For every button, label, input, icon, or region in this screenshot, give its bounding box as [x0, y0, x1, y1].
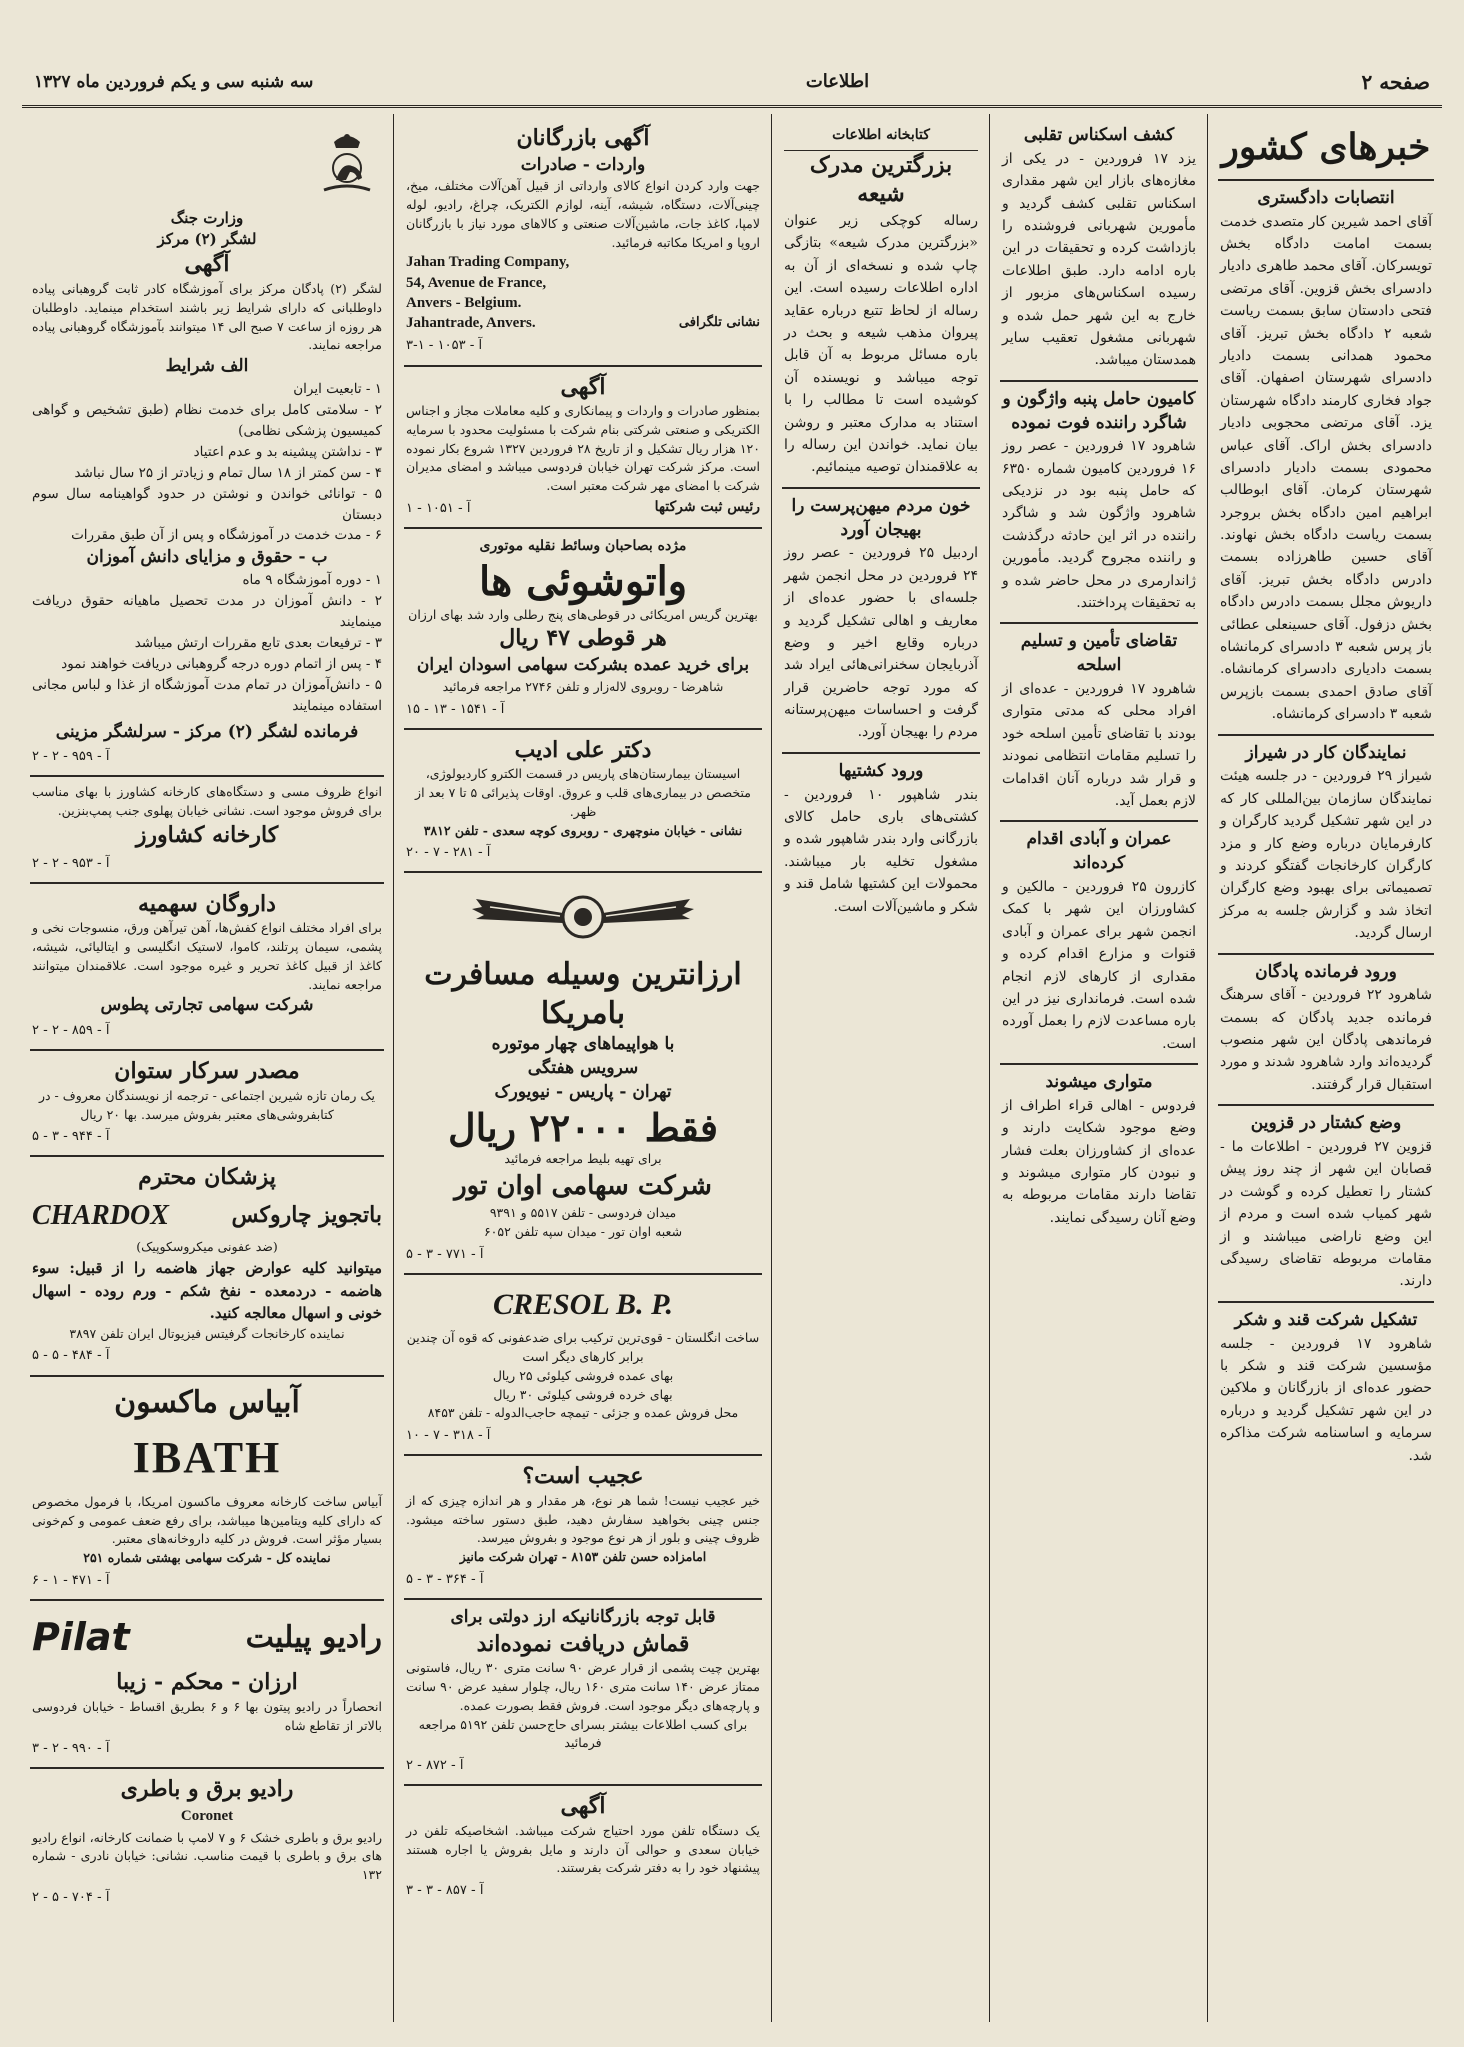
list-item: ۴ - پس از اتمام دوره درجه گروهبانی دریافت خواهند نمود: [61, 655, 382, 672]
ad-title: مصدر سرکار ستوان: [114, 1058, 300, 1085]
ad-address: محل فروش عمده و جزئی - تیمچه حاجب‌الدوله - تلفن ۸۴۵۳: [427, 1405, 739, 1421]
ad-service: سرویس هفتگی: [527, 1058, 639, 1079]
ad-subtitle: مژده بصاحبان وسائط نقلیه موتوری: [479, 538, 687, 555]
ad-airline: [404, 873, 762, 1274]
list-item: ۲ - سلامتی کامل برای خدمت نظام (طبق تشخیص و گواهی کمیسیون پزشکی نظامی): [32, 401, 382, 439]
lion-and-sun-emblem-icon: [312, 128, 382, 198]
ad-brand: CRESOL B. P.: [492, 1287, 674, 1321]
conditions-title: الف شرایط: [165, 356, 249, 377]
ad-address: امامزاده حسن تلفن ۸۱۵۳ - تهران شرکت مانیز: [459, 1549, 707, 1565]
ad-ref: آ - ۱۰۵۱ - ۱: [406, 500, 471, 516]
ad-body: ساخت انگلستان - قوی‌ترین ترکیب برای ضدعفونی که قوه آن چندین برابر کارهای دیگر است: [406, 1330, 760, 1365]
ad-brand-row: [32, 1193, 382, 1238]
ad-ref: آ - ۹۴۴ - ۳ - ۵: [32, 1129, 110, 1145]
news-item: [782, 754, 980, 926]
ad-address: [406, 252, 569, 333]
ad-army-recruit: [30, 118, 384, 777]
news-item: [782, 489, 980, 754]
ad-price: فقط ۲۲۰۰۰ ریال: [447, 1104, 719, 1150]
ad-address: شعبه اوان تور - میدان سپه تلفن ۶۰۵۲: [483, 1224, 683, 1240]
ad-ref: آ - ۸۵۹ - ۲ - ۲: [32, 1023, 110, 1039]
page-number: صفحه ۲: [1361, 69, 1430, 94]
ad-ref: آ - ۸۷۲ - ۲: [406, 1758, 464, 1774]
ad-address: نماینده کل - شرکت سهامی بهشتی شماره ۲۵۱: [83, 1550, 331, 1566]
ad-price: بهای خرده فروشی کیلوئی ۳۰ ریال: [493, 1386, 673, 1402]
news-body: فردوس - اهالی قراء اطراف از وضع موجود شکایت دارند و عده‌ای از کشاورزان بعلت فشار و نبودن کار متواری میشوند و تقاضا دارند مقامات مربوطه به وضع آنان رسیدگی نمایند.: [1002, 1097, 1196, 1226]
ad-subtitle: واردات - صادرات: [520, 154, 646, 175]
ad-body: بمنظور صادرات و واردات و پیمانکاری و کلیه معاملات مجاز و اجناس الکتریکی و صنعتی شرکتی بنام شرکت با مسئولیت محدود با سرمایه ۱۲۰ هزار ریال تشکیل و از تاریخ ۲۸ فروردین ۱۳۲۷ شروع بکار نموده است. مرکز شرکت تهران خیابان فردوسی میباشد و امضای مدیران شرکت با امضای مهر شرکت معتبر است.: [406, 403, 760, 494]
news-item: [1218, 955, 1434, 1107]
ad-body: انحصاراً در رادیو پیتون بها ۶ و ۶ بطریق اقساط - خیابان فردوسی بالاتر از تقاطع شاه: [32, 1699, 382, 1733]
list-item: ۳ - نداشتن پیشینه بد و عدم اعتیاد: [193, 443, 382, 460]
list-item: ۵ - دانش‌آموزان در تمام مدت آموزشگاه از غذا و لباس مجانی استفاده مینمایند: [32, 676, 382, 714]
ad-title: عجیب است؟: [522, 1463, 644, 1490]
ad-route: تهران - پاریس - نیویورک: [494, 1082, 672, 1103]
news-body: کازرون ۲۵ فروردین - مالکین و کشاورزان این شهر با کمک انجمن شهر برای عمران و آبادی قنوات و مزارع اقدام کرده و مقداری از کارهای لازم انجام شده است. فرمانداری نیز در این باره مساعدت لازم را بعمل آورده است.: [1002, 878, 1196, 1052]
ad-title: داروگان سهمیه: [138, 890, 276, 917]
column-rule: [989, 114, 990, 2022]
ad-title: رادیو پیلیت: [245, 1620, 382, 1656]
news-headline: نمایندگان کار در شیراز: [1245, 742, 1407, 763]
list-item: ۴ - سن کمتر از ۱۸ سال تمام و زیادتر از ۲۵ سال نباشد: [74, 464, 382, 481]
ad-body: اسیستان بیمارستان‌های پاریس در قسمت الکترو کاردیولوژی، متخصص در بیماری‌های قلب و عروق. اوقات پذیرائی ۵ تا ۷ بعد از ظهر.: [415, 766, 751, 819]
ad-ref: آ - ۱۵۴۱ - ۱۳ - ۱۵: [406, 701, 505, 717]
news-headline: خون مردم میهن‌پرست را بهیجان آورد: [791, 495, 971, 540]
news-item: [1000, 822, 1198, 1065]
news-item: [1218, 1303, 1434, 1475]
ad-address: شاهرضا - روبروی لاله‌زار و تلفن ۲۷۴۶ مراجعه فرمائید: [442, 678, 724, 694]
ad-grease: [404, 529, 762, 730]
section-national-news: [1218, 118, 1434, 181]
ad-body: آبیاس ساخت کارخانه معروف ماکسون امریکا، با فرمول مخصوص که دارای کلیه ویتامین‌ها میباشد، برای رفع ضعف عمومی و کم‌خونی بسیار مؤثر است. فروش در کلیه داروخانه‌های معتبر.: [32, 1493, 382, 1547]
news-body: بندر شاهپور ۱۰ فروردین - کشتی‌های باری حامل کالای بازرگانی وارد بندر شاهپور شده و مشغول تخلیه بار میباشند. محمولات این کشتیها شامل قند و شکر و ماشین‌آلات است.: [784, 786, 979, 915]
ad-address: برای کسب اطلاعات بیشتر بسرای حاج‌حسن تلفن ۵۱۹۲ مراجعه فرمائید: [418, 1716, 748, 1751]
news-item: [1000, 118, 1198, 382]
news-item: [1000, 624, 1198, 822]
ad-subtitle: ارزان - محکم - زیبا: [116, 1669, 298, 1696]
list-item: ۱ - تابعیت ایران: [293, 380, 382, 397]
ad-body: جهت وارد کردن انواع کالای وارداتی از قبیل آهن‌آلات مختلف، میخ، چینی‌آلات، دستگاه، شیشه، آینه، لوازم الکتریک، چراغ، رادیو، لوله لامپا، کاغذ جات، ماشین‌آلات صنعتی و کالاهای مورد نیاز با بازرگانان اروپا و امریکا مکاتبه فرمائید.: [406, 178, 760, 250]
ad-body: یک دستگاه تلفن مورد احتیاج شرکت میباشد. اشخاصیکه تلفن در خیابان سعدی و حوالی آن دارند و مایل بفروش یا اجاره هستند پیشنهاد خود را به دفتر شرکت بفرستند.: [406, 1822, 760, 1876]
ad-body: بهترین چیت پشمی از قرار عرض ۹۰ سانت متری ۳۰ ریال، فاستونی ممتاز عرض ۱۴۰ سانت متری ۱۶۰ ریال، چلوار سفید عرض ۹۰ سانت و پارچه‌های دیگر موجود است. فروش فقط بصورت عمده.: [406, 1660, 760, 1713]
ad-brand-row: [32, 1607, 382, 1669]
ad-ref: آ - ۷۰۴ - ۵ - ۲: [32, 1889, 110, 1905]
news-body: شاهرود ۱۷ فروردین - جلسه مؤسسین شرکت قند و شکر با حضور عده‌ای از بازرگانان و ملاکین در این شهر تشکیل گردید و درباره سرمایه و اساسنامه شرکت مذاکره شد.: [1220, 1335, 1432, 1464]
address-line: 54, Avenue de France,: [406, 274, 547, 291]
ad-body: یک رمان تازه شیرین اجتماعی - ترجمه از نویسندگان معروف - در کتابفروشی‌های معتبر بفروش میرسد. بها ۲۰ ریال: [38, 1087, 376, 1122]
rights-title: ب - حقوق و مزایای دانش آموزان: [86, 547, 328, 568]
news-headline: بزرگترین مدرک شیعه: [809, 151, 953, 208]
newspaper-page: [22, 18, 1442, 2030]
column-rule: [771, 114, 772, 2022]
ad-body: برای افراد مختلف انواع کفش‌ها، آهن تیرآهن ورق، منسوجات نخی و پشمی، سیمان پرتلند، کاموا، لاستیک انگلیسی و ایتالیائی، شیشه، کاغذ از قبیل کاغذ تحریر و غیره موجود است. علاقمندان میتوانند مراجعه نمایند.: [32, 920, 382, 992]
telegram-address: Jahantrade, Anvers.: [406, 315, 536, 332]
list-item: ۵ - توانائی خواندن و نوشتن در حدود گواهینامه سال سوم دبستان: [32, 485, 382, 523]
ad-subtitle: با هواپیماهای چهار موتوره: [491, 1034, 675, 1055]
ad-brand: IBATH: [132, 1432, 282, 1482]
ad-fabric: [404, 1600, 762, 1786]
library-header: کتابخانه اطلاعات: [784, 124, 978, 151]
telegram-label: نشانی تلگرافی: [678, 315, 760, 331]
news-body: شیراز ۲۹ فروردین - در جلسه هیئت نمایندگان سازمان بین‌المللی کار که در این شهر تشکیل گردید کارگران و کارفرمایان درباره وضع کار و مزد کارگران کارخانجات گفتگو کردند و تصمیماتی برای بهبود وضع کارگران اتخاذ شد و گزارش جلسه به مرکز ارسال گردید.: [1220, 768, 1432, 942]
ad-chardox: [30, 1157, 384, 1376]
ad-title: کارخانه کشاورز: [135, 821, 279, 848]
news-body: شاهرود ۱۷ فروردین - عصر روز ۱۶ فروردین کامیون شماره ۶۳۵۰ که حامل پنبه بود در نزدیکی شاهرود واژگون شد و شاگرد راننده در اثر این حادثه درگذشت و راننده مجروح گردید. مأمورین ژاندارمری در محل حاضر شده و به تحقیقات پرداختند.: [1002, 438, 1196, 612]
news-headline: ورود کشتیها: [838, 760, 924, 781]
ad-ref: آ - ۸۵۷ - ۳ - ۳: [406, 1883, 484, 1899]
ad-title: آگهی: [560, 373, 606, 400]
masthead: [22, 58, 1442, 108]
ad-ibath: [30, 1377, 384, 1601]
ad-doctor: [404, 730, 762, 874]
ad-ref: آ - ۱۰۵۳ - ۱-۳: [406, 338, 483, 354]
ad-coronet-radio: [30, 1769, 384, 1916]
ad-ref: آ - ۳۱۸ - ۷ - ۱۰: [406, 1428, 491, 1444]
news-headline: تقاضای تأمین و تسلیم اسلحه: [1020, 631, 1178, 676]
conditions-list: [32, 379, 382, 546]
ad-ref: آ - ۹۹۰ - ۲ - ۳: [32, 1740, 110, 1756]
ad-subtitle: قماش دریافت نموده‌اند: [476, 1630, 690, 1657]
ad-ref: آ - ۴۸۴ - ۵ - ۵: [32, 1348, 110, 1364]
ad-ref: آ - ۷۷۱ - ۳ - ۵: [406, 1246, 484, 1262]
army-org: وزارت جنگ: [170, 209, 244, 228]
ad-address: میدان فردوسی - تلفن ۵۵۱۷ و ۹۳۹۱: [489, 1205, 677, 1221]
news-headline: تشکیل شرکت قند و شکر: [1234, 1309, 1418, 1330]
ad-brand-fa: باتجویز چاروکس: [231, 1201, 382, 1228]
paper-name: اطلاعات: [805, 71, 870, 92]
ad-keshavarz: [30, 777, 384, 883]
ad-address: نماینده کارخانجات گرفیتس فیزیوتال ایران تلفن ۳۸۹۷: [69, 1325, 345, 1341]
ad-novel: [30, 1051, 384, 1157]
ad-body: خیر عجیب نیست! شما هر نوع، هر مقدار و هر اندازه چیزی که از جنس چینی بخواهید سفارش دهید، طبق دستور ساخته میشود. ظروف چینی و بلور از هر نوع موجود و بفروش میرسد.: [406, 1492, 760, 1546]
column-news-3: [774, 114, 988, 2022]
column-rule: [1207, 114, 1208, 2022]
ad-title: دکتر علی ادیب: [514, 736, 652, 763]
airline-wings-logo: [468, 885, 698, 949]
news-headline: متواری میشوند: [1045, 1072, 1153, 1093]
ad-notice: [404, 367, 762, 529]
ad-brand: CHARDOX: [32, 1200, 169, 1232]
ad-title: رادیو برق و باطری: [120, 1775, 294, 1802]
ad-body: لشگر (۲) پادگان مرکز برای آموزشگاه کادر ثابت گروهبانی پیاده داوطلبانی که دارای شرایط زیر باشند استخدام مینماید. داوطلبان هر روزه از ساعت ۷ صبح الی ۱۴ میتوانند بآموزشگاه گروهبانی پیاده مراجعه نمایند.: [32, 281, 382, 353]
news-body: قزوین ۲۷ فروردین - اطلاعات ما - قصابان این شهر از چند روز پیش کشتار را تعطیل کرده و گوشت در شهر کمیاب شده است و مردم از این وضع ناراضی میباشند و از مقامات مربوطه تقاضای رسیدگی دارند.: [1220, 1139, 1432, 1290]
news-item: [1218, 1106, 1434, 1303]
news-body: اردبیل ۲۵ فروردین - عصر روز ۲۴ فروردین در محل انجمن شهر جلسه‌ای با حضور عده‌ای از معاریف و اهالی تشکیل گردید و درباره وقایع اخیر و وضع آذربایجان سخنرانی‌هائی ایراد شد که مورد توجه حاضرین قرار گرفت و احساسات میهن‌پرستانه مردم را بهیجان آورد.: [784, 545, 978, 741]
company-name: Jahan Trading Company,: [406, 254, 570, 271]
list-item: ۶ - مدت خدمت در آموزشگاه و پس از آن طبق مقررات: [71, 527, 382, 544]
news-headline: عمران و آبادی اقدام کرده‌اند: [1026, 829, 1172, 874]
ad-company: شرکت سهامی تجارتی پطوس: [100, 995, 314, 1016]
column-national-news: [1210, 114, 1442, 2022]
news-headline: انتصابات دادگستری: [1257, 187, 1395, 208]
list-item: ۱ - دوره آموزشگاه ۹ ماه: [242, 572, 382, 589]
ad-buy: برای خرید عمده بشرکت سهامی اسودان ایران: [416, 655, 750, 676]
ad-title: آبیاس ماکسون: [114, 1384, 300, 1420]
ad-footer: [406, 496, 760, 519]
news-body: شاهرود ۱۷ فروردین - عده‌ای از افراد محلی که مدتی متواری بودند با تقاضای تأمین اسلحه خود را تسلیم مقامات انتظامی نمودند و قرار شد درباره آنان اقدامات لازم بعمل آید.: [1002, 681, 1196, 809]
column-rule: [393, 114, 394, 2022]
news-item: [1000, 382, 1198, 625]
address-line: Anvers - Belgium.: [406, 294, 522, 311]
ad-ref: آ - ۴۷۱ - ۱ - ۶: [32, 1572, 110, 1588]
news-body: یزد ۱۷ فروردین - در یکی از مغازه‌های بازار این شهر مقداری اسکناس تقلبی کشف گردید و مأمورین شهربانی فروشنده را بازداشت کرده و تحقیقات در این باره ادامه دارد. طبق اطلاعات رسیده اسکناس‌های مزبور از خارج به این شهر حمل شده و شهربانی مشغول تعقیب سایر همدستان میباشد.: [1002, 150, 1197, 369]
ad-body: بهترین گریس امریکائی در قوطی‌های پنج رطلی وارد شد بهای ارزان: [408, 606, 758, 622]
ad-company: شرکت سهامی اوان تور: [454, 1171, 712, 1202]
list-item: ۳ - ترفیعات بعدی تابع مقررات ارتش میباشد: [134, 634, 382, 651]
ad-ref: آ - ۹۵۳ - ۲ - ۲: [32, 855, 110, 871]
ad-brand: Coronet: [180, 1808, 234, 1825]
ad-trading: [404, 118, 762, 367]
news-item: [1000, 1065, 1198, 1237]
ad-title: واتوشوئی ها: [478, 557, 688, 605]
news-headline: وضع کشتار در قزوین: [1250, 1113, 1402, 1134]
column-news-2: [992, 114, 1206, 2022]
news-item: [1218, 181, 1434, 736]
ad-pilat-radio: [30, 1601, 384, 1769]
ad-ref: آ - ۲۸۱ - ۷ - ۲۰: [406, 845, 491, 861]
ad-signature: رئیس ثبت شرکتها: [654, 498, 760, 515]
list-item: ۲ - دانش آموزان در مدت تحصیل ماهیانه حقوق دریافت مینمایند: [32, 593, 382, 630]
ad-title: آگهی: [560, 1793, 606, 1820]
ad-body: رادیو برق و باطری خشک ۶ و ۷ لامپ با ضمانت کارخانه، انواع رادیو های برق و باطری با قیمت مناسب. نشانی: خیابان نادری - شماره ۱۳۲: [32, 1829, 383, 1883]
ad-body: میتوانید کلیه عوارض جهاز هاضمه را از قبیل: سوء هاضمه - دردمعده - نفخ شکم - ورم روده - اسهال خونی و اسهال معالجه کنید.: [32, 1259, 382, 1323]
ad-address-row: [406, 252, 760, 333]
ad-subtitle: (ضد عفونی میکروسکوپیک): [136, 1239, 278, 1255]
ad-ref: آ - ۳۶۴ - ۳ - ۵: [406, 1571, 484, 1587]
section-title: خبرهای کشور: [1221, 126, 1431, 168]
ad-address: نشانی - خیابان منوچهری - روبروی کوچه سعدی - تلفن ۳۸۱۲: [423, 822, 743, 838]
army-unit: لشگر (۲) مرکز: [157, 230, 257, 249]
ad-phone: [404, 1786, 762, 1909]
column-ads: [396, 114, 770, 2022]
ad-cresol: [404, 1275, 762, 1456]
issue-date: سه شنبه سی و یکم فروردین ماه ۱۳۲۷: [34, 71, 314, 92]
news-body: آقای احمد شیرین کار متصدی خدمت بسمت امامت دادگاه بخش تویسرکان. آقای محمد طاهری دادیار دادسرای بخش قزوین. آقای مرتضی فتحی دادستان سابق بسمت ریاست شعبه ۲ دادگاه بخش تبریز. آقای محمود همدانی بسمت دادیار دادسرای شهرستان اصفهان. آقای جواد فخاری کارمند دادگاه شهرستان یزد. آقای مرتضی محجوبی دادیار دادسرای بخش اراک. آقای عباس محمودی بسمت دادیار دادسرای شهرستان کرمان. آقای ابوطالب ابراهیم امین دادگاه بخش بروجرد بسمت ریاست دادگاه بخش نهاوند. آقای حسین طاهرزاده بسمت دادرس دادگاه بخش تبریز. آقای داریوش مجلل بسمت دادرس دادگاه بخش دزفول. آقای حسینعلی عطائی باز پرس شعبه ۳ دادسرای کرمانشاه بسمت دادیاری دادسرای کرمانشاه. آقای صادق احمدی بسمت بازپرس شعبه ۳ دادسرای کرمانشاه.: [1220, 213, 1433, 723]
ad-title: ارزانترین وسیله مسافرت بامریکا: [424, 957, 742, 1032]
column-left-ads: [22, 114, 392, 2022]
ad-sahmieh: [30, 884, 384, 1052]
ad-price: هر قوطی ۴۷ ریال: [499, 625, 667, 652]
ad-booking: برای تهیه بلیط مراجعه فرمائید: [504, 1151, 662, 1167]
ad-title: آگهی: [184, 251, 230, 278]
news-item: [1218, 736, 1434, 955]
ad-title: قابل توجه بازرگانانیکه ارز دولتی برای: [450, 1606, 716, 1627]
rights-list: [32, 570, 382, 716]
news-body: شاهرود ۲۲ فروردین - آقای سرهنگ فرمانده جدید پادگان که بسمت فرماندهی پادگان این شهر منصوب گردیده‌اند وارد شاهرود شدند و مورد استقبال قرار گرفتند.: [1220, 987, 1432, 1093]
news-body: رساله کوچکی زیر عنوان «بزرگترین مدرک شیعه» بتازگی چاپ شده و نسخه‌ای از آن به اداره اطلاعات رسیده است. این رساله از لحاظ تتبع درباره عقاید پیروان مذهب شیعه و بحث در باره مسائل مربوط به آن قابل توجه میباشد و نویسنده آن کوشیده است تا مطالب را با استناد به مدارک معتبر و روشن بیان نماید. خواندن این رساله را به علاقمندان توصیه مینمائیم.: [784, 213, 978, 476]
news-headline: کامیون حامل پنبه واژگون و شاگرد راننده فوت نموده: [1002, 388, 1196, 433]
library-section: [782, 118, 980, 489]
ad-china: [404, 1456, 762, 1600]
ad-brand: Pilat: [32, 1614, 130, 1659]
ad-title: آگهی بازرگانان: [516, 125, 650, 151]
ad-signature: فرمانده لشگر (۲) مرکز - سرلشگر مزینی: [55, 721, 359, 742]
ad-price: بهای عمده فروشی کیلوئی ۲۵ ریال: [492, 1367, 674, 1383]
ad-ref: آ - ۹۵۹ - ۲ - ۲: [32, 749, 110, 765]
news-headline: کشف اسکناس تقلبی: [1023, 125, 1175, 145]
ad-title: پزشکان محترم: [138, 1164, 276, 1191]
ad-body: انواع ظروف مسی و دستگاه‌های کارخانه کشاورز با بهای مناسب برای فروش موجود است. نشانی خیابان پهلوی جنب پمپ‌بنزین.: [32, 784, 382, 819]
news-headline: ورود فرمانده پادگان: [1255, 961, 1397, 982]
